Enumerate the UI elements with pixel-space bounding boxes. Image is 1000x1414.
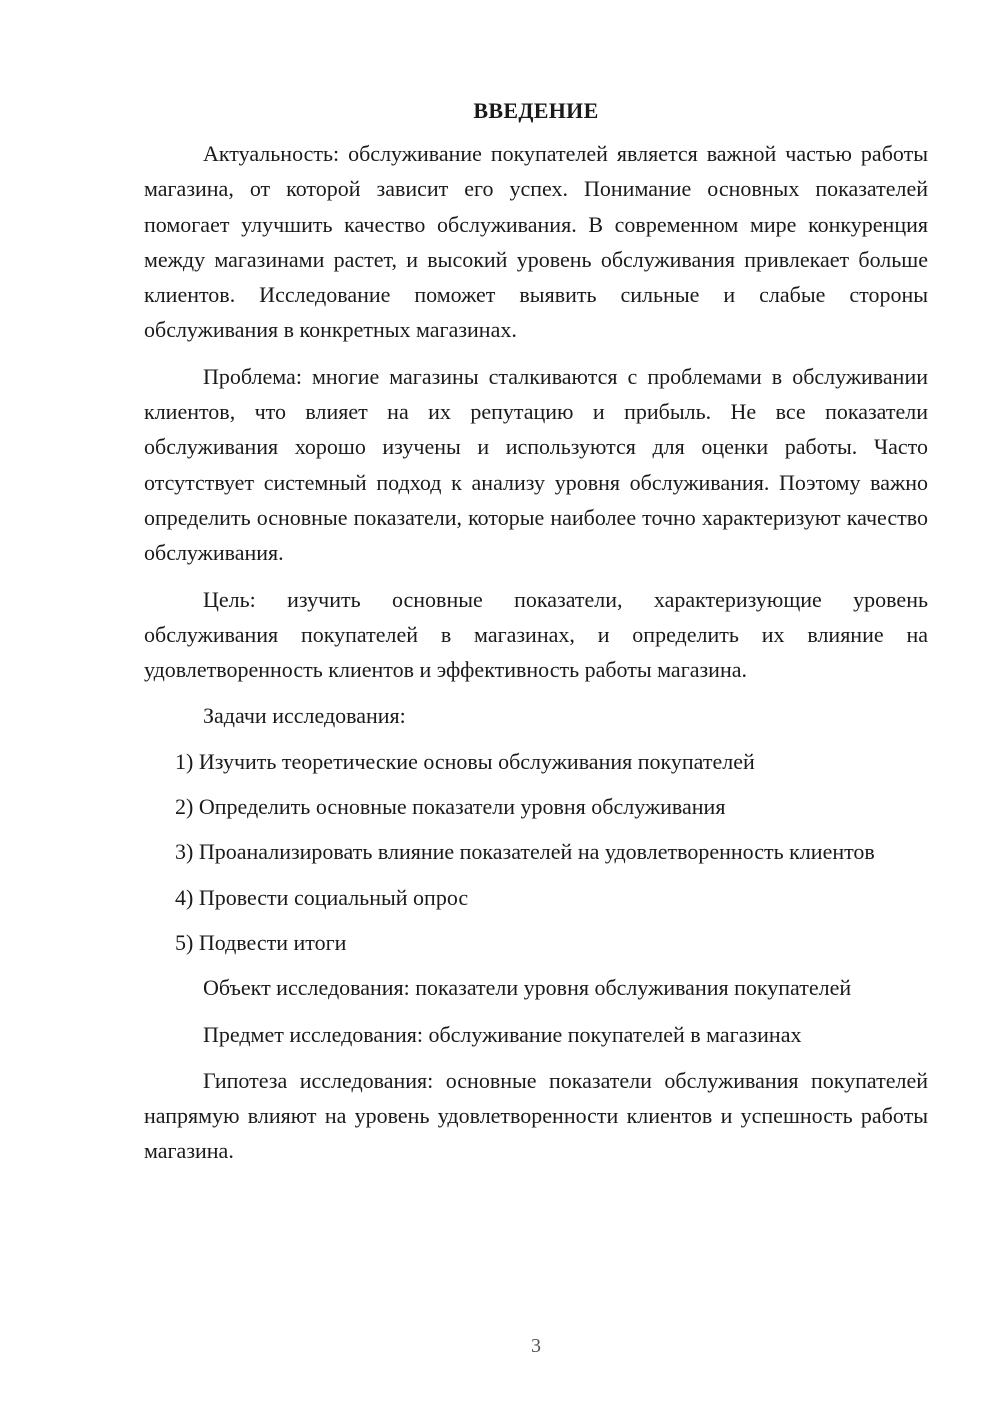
task-item: 4) Провести социальный опрос <box>175 884 469 910</box>
tasks-heading: Задачи исследования: <box>203 703 406 729</box>
task-item: 3) Проанализировать влияние показателей на удовлетворенность клиентов <box>175 839 875 865</box>
paragraph-goal: Цель: изучить основные показатели, характеризующие уровень обслуживания покупателей в магазинах, и определить их влияние на удовлетворенность клиентов и эффективность работы магазина. <box>144 586 928 683</box>
task-item: 5) Подвести итоги <box>175 929 347 955</box>
section-title: ВВЕДЕНИЕ <box>473 98 599 123</box>
paragraph-relevance: Актуальность: обслуживание покупателей является важной частью работы магазина, от которой зависит его успех. Понимание основных показателей помогает улучшить качество обслуживания. В современном мире конкуренция между магазинами растет, и высокий уровень обслуживания привлекает больше клиентов. Исследование поможет выявить сильные и слабые стороны обслуживания в конкретных магазинах. <box>144 141 928 343</box>
task-item: 2) Определить основные показатели уровня обслуживания <box>175 794 726 820</box>
task-item: 1) Изучить теоретические основы обслуживания покупателей <box>175 748 755 774</box>
paragraph-object: Объект исследования: показатели уровня обслуживания покупателей <box>203 975 852 1001</box>
paragraph-problem: Проблема: многие магазины сталкиваются с проблемами в обслуживании клиентов, что влияет на их репутацию и прибыль. Не все показатели обслуживания хорошо изучены и используются для оценки работы. Часто отсутствует системный подход к анализу уровня обслуживания. Поэтому важно определить основные показатели, которые наиболее точно характеризуют качество обслуживания. <box>144 363 928 566</box>
page-content <box>144 96 928 1180</box>
page-number: 3 <box>531 1335 541 1357</box>
paragraph-subject: Предмет исследования: обслуживание покупателей в магазинах <box>203 1021 802 1047</box>
paragraph-hypothesis: Гипотеза исследования: основные показатели обслуживания покупателей напрямую влияют на уровень удовлетворенности клиентов и успешность работы магазина. <box>144 1067 928 1164</box>
